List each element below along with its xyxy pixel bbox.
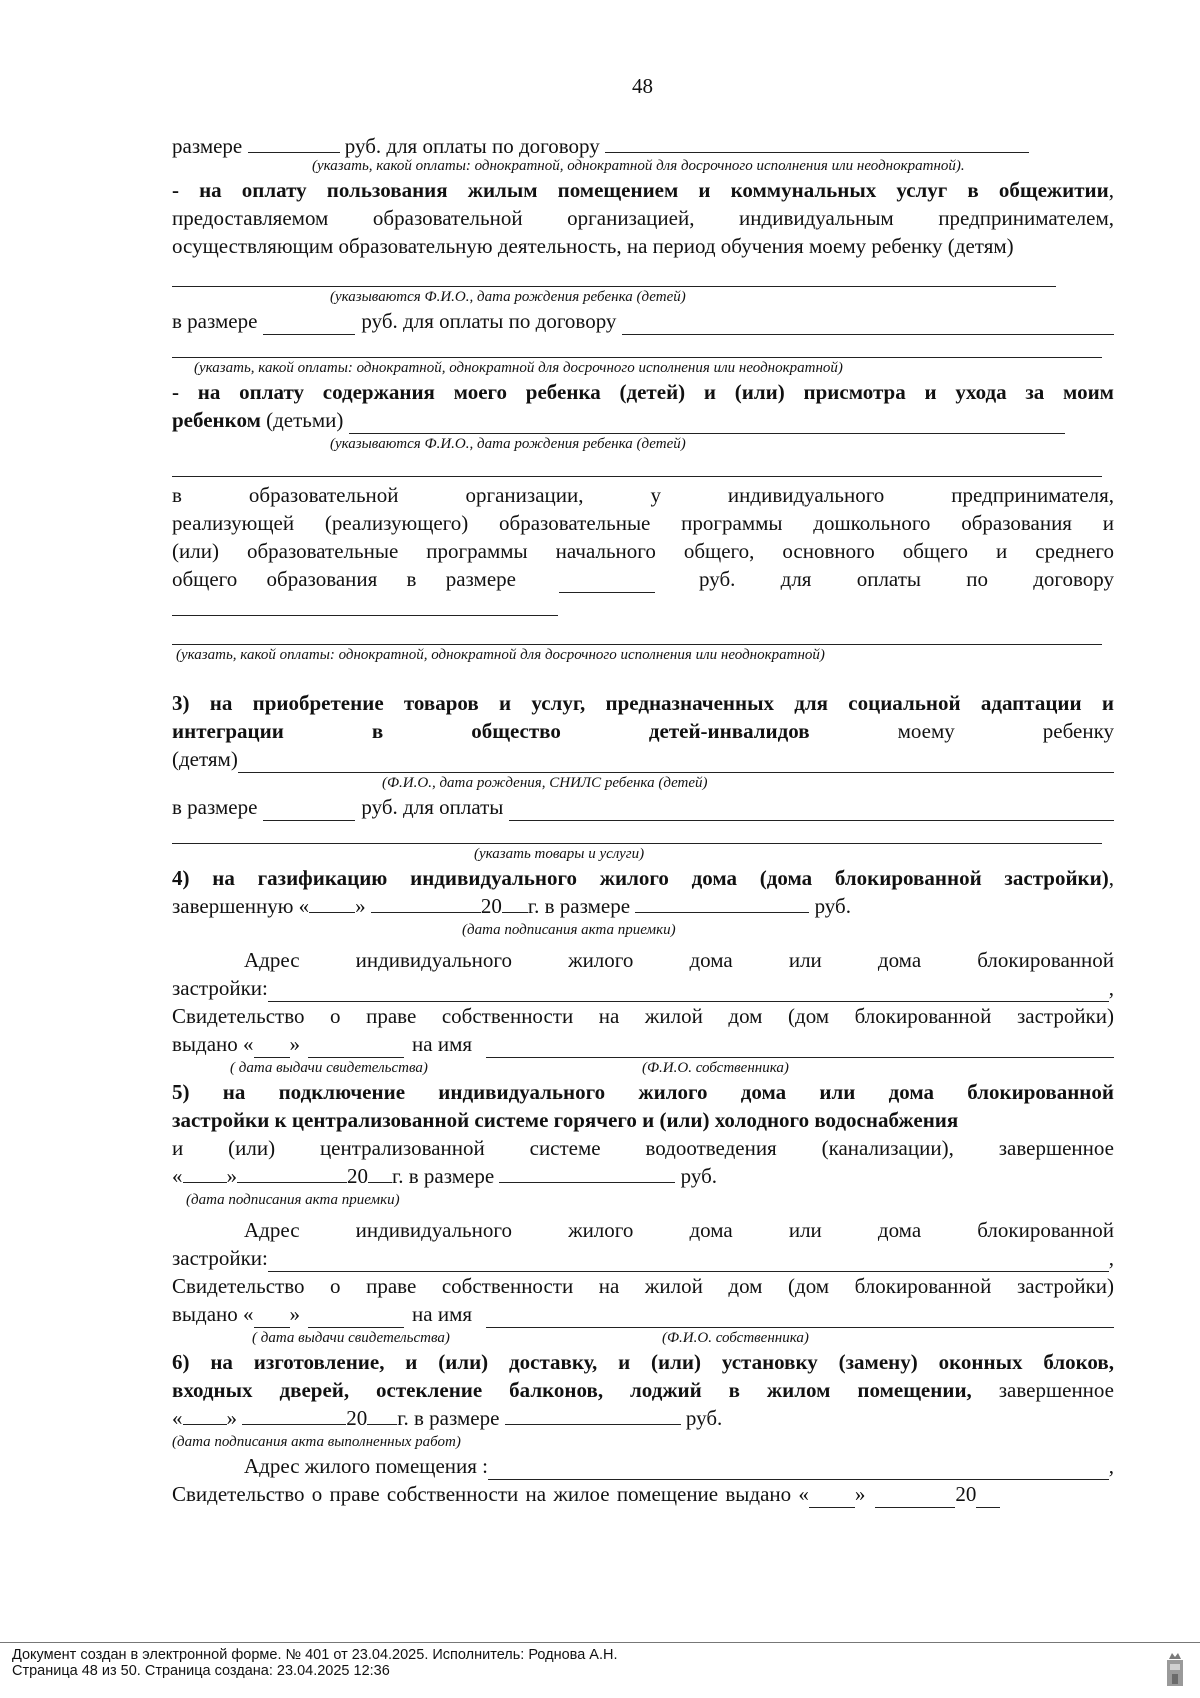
text: г. в размере xyxy=(527,894,631,918)
month-blank xyxy=(371,893,481,913)
hint-owner: (Ф.И.О. собственника) xyxy=(662,1330,809,1346)
section-3-child xyxy=(172,745,1114,773)
text: » xyxy=(289,1032,301,1056)
day-blank xyxy=(183,1163,227,1183)
text: руб. xyxy=(685,1406,723,1430)
section-6-date-line xyxy=(172,1404,1114,1432)
hint-act-date: (дата подписания акта приемки) xyxy=(186,1192,400,1208)
text: размере xyxy=(172,134,243,158)
amount-line xyxy=(172,793,1114,821)
contract-blank-2 xyxy=(172,335,1102,358)
month-blank xyxy=(875,1488,955,1508)
hint-row xyxy=(172,1328,1114,1348)
address-line: Адрес жилого помещения : , xyxy=(244,1454,1114,1478)
text-line: в образовательной организации, у индивидуального предпринимателя, xyxy=(172,483,1114,507)
child-name-blank-2 xyxy=(172,454,1102,477)
hint-act-date: (дата подписания акта приемки) xyxy=(462,922,676,938)
hint-payment-type: (указать, какой оплаты: однократной, однократной для досрочного исполнения или неоднократной) xyxy=(176,647,825,663)
hint-row xyxy=(172,1058,1114,1078)
text: общего образования в размере xyxy=(172,567,516,591)
contract-blank xyxy=(172,593,558,616)
text: выдано « xyxy=(172,1032,254,1056)
month-blank xyxy=(308,1038,404,1058)
amount-blank xyxy=(559,573,655,593)
text: 4) на газификацию индивидуального жилого дома (дома блокированной застройки) xyxy=(172,866,1109,890)
text: 5) на подключение индивидуального жилого дома или дома блокированной xyxy=(172,1080,1114,1104)
text: « xyxy=(172,1406,183,1430)
text: 20 xyxy=(955,1482,977,1506)
hint-payment-type: (указать, какой оплаты: однократной, однократной для досрочного исполнения или неоднократной). xyxy=(312,158,965,174)
text: выдано « xyxy=(172,1302,254,1326)
certificate-line: Свидетельство о праве собственности на жилой дом (дом блокированной застройки) xyxy=(172,1274,1114,1298)
footer-line-1: Документ создан в электронной форме. № 401 от 23.04.2025. Исполнитель: Роднова А.Н. xyxy=(12,1647,618,1663)
hint-child: (указываются Ф.И.О., дата рождения ребенка (детей) xyxy=(330,436,686,452)
text: в размере xyxy=(172,795,258,819)
text: (детьми) xyxy=(260,408,344,432)
month-blank xyxy=(308,1308,404,1328)
text: 3) на приобретение товаров и услуг, предназначенных для социальной адаптации и xyxy=(172,691,1114,715)
text: завершенное xyxy=(971,1378,1114,1402)
text-line: (или) образовательные программы начального общего, основного общего и среднего xyxy=(172,539,1114,563)
section-3-line xyxy=(172,717,1114,745)
goods-blank xyxy=(509,801,1114,821)
year-blank xyxy=(976,1488,1000,1508)
amount-blank xyxy=(499,1163,675,1183)
text-line: и (или) централизованной системе водоотведения (канализации), завершенное xyxy=(172,1136,1114,1160)
owner-blank xyxy=(486,1308,1114,1328)
text: , предоставляемом образовательной организацией, индивидуальным предпринимателем, осуществляющим образовательную деятельность, на период обучения моему ребенку (детям) xyxy=(172,178,1114,258)
address-blank-line: застройки: , xyxy=(172,976,1114,1000)
upkeep-heading xyxy=(172,378,1114,406)
text: застройки: xyxy=(172,1246,268,1270)
address-line: Адрес индивидуального жилого дома или дома блокированной xyxy=(244,1218,1114,1242)
text: руб. для оплаты по договору xyxy=(344,134,600,158)
text: моему ребенку xyxy=(809,719,1114,743)
day-blank xyxy=(254,1308,290,1328)
dorm-paragraph xyxy=(172,176,1114,260)
text: 20 xyxy=(346,1406,368,1430)
amount-line xyxy=(172,307,1114,335)
amount-blank xyxy=(263,801,355,821)
certificate-line: Свидетельство о праве собственности на жилой дом (дом блокированной застройки) xyxy=(172,1004,1114,1028)
dorm-heading: - на оплату пользования жилым помещением и коммунальных услуг в общежитии xyxy=(172,178,1109,202)
day-blank xyxy=(254,1038,290,1058)
hint-act-date: (дата подписания акта выполненных работ) xyxy=(172,1434,461,1450)
text-line xyxy=(172,565,1114,593)
month-blank xyxy=(242,1405,346,1425)
text: застройки к централизованной системе горячего и (или) холодного водоснабжения xyxy=(172,1108,959,1132)
text: » xyxy=(226,1164,237,1188)
text: руб. для оплаты по договору xyxy=(361,309,617,333)
text: 6) на изготовление, и (или) доставку, и (или) установку (замену) оконных блоков, xyxy=(172,1350,1114,1374)
text: руб. для оплаты по договору xyxy=(699,567,1114,591)
section-6-heading-2 xyxy=(172,1376,1114,1404)
section-6-heading xyxy=(172,1348,1114,1376)
text: входных дверей, остекление балконов, лоджий в жилом помещении, xyxy=(172,1378,972,1402)
text: Адрес жилого помещения : xyxy=(244,1454,488,1478)
contract-blank xyxy=(622,315,1114,335)
hint-child-snils: (Ф.И.О., дата рождения, СНИЛС ребенка (детей) xyxy=(382,775,708,791)
goods-blank-2 xyxy=(172,821,1102,844)
day-blank xyxy=(809,1488,855,1508)
text: руб. для оплаты xyxy=(361,795,504,819)
address-blank-line: застройки: , xyxy=(172,1246,1114,1270)
text: застройки: xyxy=(172,976,268,1000)
footer-divider xyxy=(0,1642,1200,1643)
text: г. в размере xyxy=(397,1406,500,1430)
hint-child: (указываются Ф.И.О., дата рождения ребенка (детей) xyxy=(330,289,686,305)
text: » xyxy=(289,1302,301,1326)
text: интеграции в общество детей-инвалидов xyxy=(172,719,810,743)
text: Свидетельство о праве собственности на жилое помещение выдано « xyxy=(172,1482,809,1506)
text-line: реализующей (реализующего) образовательные программы дошкольного образования и xyxy=(172,511,1114,535)
certificate-issued-line xyxy=(172,1300,1114,1328)
section-5-heading xyxy=(172,1078,1114,1106)
hint-payment-type: (указать, какой оплаты: однократной, однократной для досрочного исполнения или неоднократной) xyxy=(194,360,843,376)
text: завершенную « xyxy=(172,894,310,918)
section-5-heading-2 xyxy=(172,1106,1114,1134)
amount-blank xyxy=(263,315,355,335)
certificate-issued-line xyxy=(172,1030,1114,1058)
text: « xyxy=(172,1164,183,1188)
text: г. в размере xyxy=(392,1164,495,1188)
hint-owner: (Ф.И.О. собственника) xyxy=(642,1060,789,1076)
section-5-date-line xyxy=(172,1162,1114,1190)
child-name-blank xyxy=(238,753,1114,773)
day-blank xyxy=(309,893,355,913)
text: ребенком xyxy=(172,408,261,432)
year-blank xyxy=(367,1405,397,1425)
child-name-blank xyxy=(172,264,1056,287)
section-4-heading: 4) на газификацию индивидуального жилого дома (дома блокированной застройки), xyxy=(172,866,1114,890)
text: руб. xyxy=(680,1164,718,1188)
text: » xyxy=(854,1482,866,1506)
address-line: Адрес индивидуального жилого дома или дома блокированной xyxy=(244,948,1114,972)
owner-blank xyxy=(486,1038,1114,1058)
contract-blank xyxy=(605,133,1029,153)
text: в размере xyxy=(172,309,258,333)
text: на имя xyxy=(412,1302,473,1326)
month-blank xyxy=(237,1163,347,1183)
day-blank xyxy=(183,1405,227,1425)
address-blank xyxy=(488,1460,1109,1480)
section-4-date-line xyxy=(172,892,1114,920)
text: - на оплату содержания моего ребенка (детей) и (или) присмотра и ухода за моим xyxy=(172,380,1114,404)
year-blank xyxy=(502,893,528,913)
year-blank xyxy=(368,1163,392,1183)
amount-blank xyxy=(635,893,809,913)
text: » xyxy=(226,1406,237,1430)
hint-goods: (указать товары и услуги) xyxy=(474,846,645,862)
contract-blank-2 xyxy=(172,622,1102,645)
child-name-blank xyxy=(349,414,1065,434)
amount-blank xyxy=(248,133,340,153)
certificate-line xyxy=(172,1480,1114,1508)
hint-cert-date: ( дата выдачи свидетельства) xyxy=(230,1060,428,1076)
page-number: 48 xyxy=(632,74,653,98)
emblem-icon xyxy=(1164,1650,1186,1688)
footer xyxy=(12,1647,618,1679)
text: » xyxy=(355,894,366,918)
upkeep-line xyxy=(172,406,1114,434)
address-blank xyxy=(268,982,1109,1002)
section-3-heading xyxy=(172,689,1114,717)
address-blank xyxy=(268,1252,1109,1272)
text: 20 xyxy=(480,894,502,918)
hint-cert-date: ( дата выдачи свидетельства) xyxy=(252,1330,450,1346)
document-body xyxy=(172,132,1114,1508)
footer-line-2: Страница 48 из 50. Страница создана: 23.04.2025 12:36 xyxy=(12,1663,390,1679)
amount-blank xyxy=(505,1405,681,1425)
text: (детям) xyxy=(172,747,238,771)
text: на имя xyxy=(412,1032,473,1056)
text: руб. xyxy=(814,894,851,918)
text: 20 xyxy=(347,1164,368,1188)
